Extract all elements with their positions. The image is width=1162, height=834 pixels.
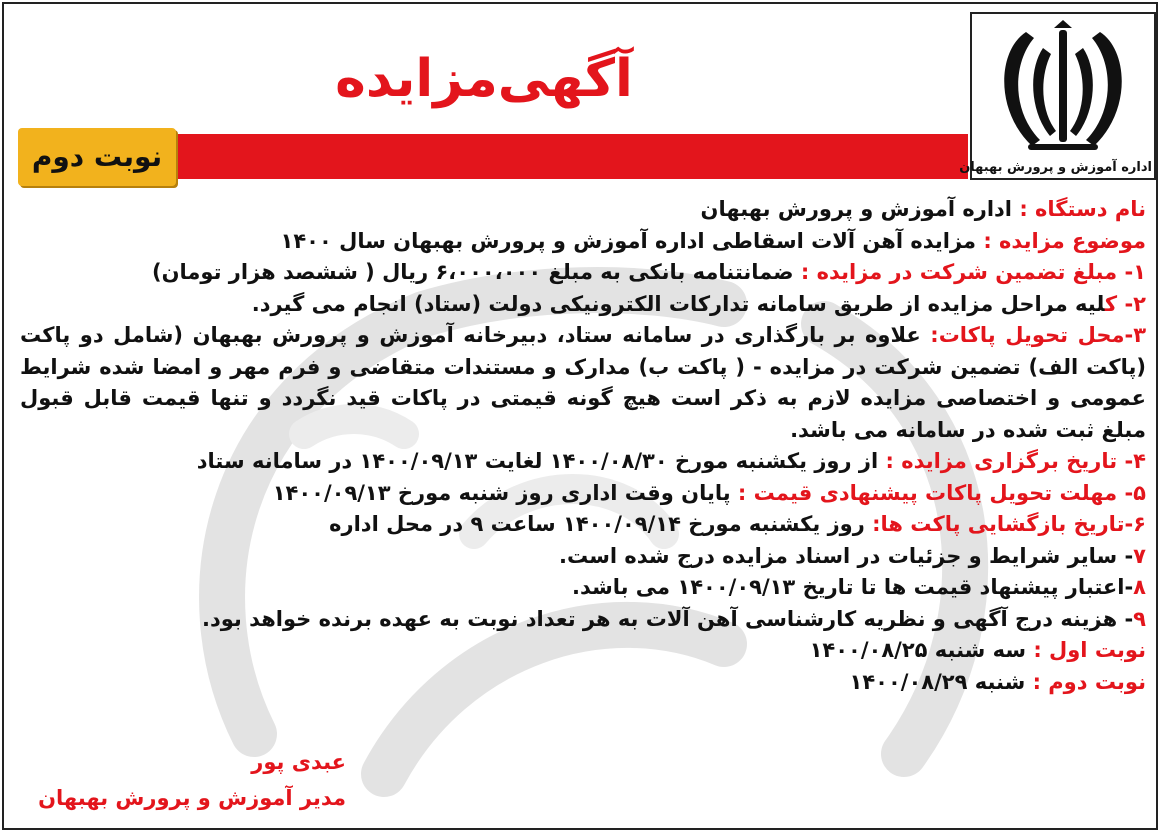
page-title: آگهی‌مزایده (335, 49, 633, 109)
item-5-label: ۵- مهلت تحویل پاکات پیشنهادی قیمت : (737, 480, 1146, 505)
item-1-label: ۱- مبلغ تضمین شرکت در مزایده : (800, 260, 1146, 284)
item-8-number: ۸ (1133, 575, 1146, 599)
signatory-title: مدیر آموزش و پرورش بهبهان (38, 786, 346, 810)
item-3 (20, 320, 1146, 446)
item-7-value: - سایر شرایط و جزئیات در اسناد مزایده درج شده است. (559, 543, 1134, 568)
item-1-value: ضمانتنامه بانکی به مبلغ ۶،۰۰۰،۰۰۰ ریال ( ششصد هزار تومان) (152, 260, 801, 284)
item-3-label: ۳-محل تحویل پاکات: (930, 323, 1147, 347)
second-round-label: نوبت دوم : (1032, 669, 1146, 694)
round-badge (18, 128, 176, 186)
item-2 (20, 289, 1146, 321)
item-8-value: -اعتبار پیشنهاد قیمت ها تا تاریخ ۱۴۰۰/۰۹/۱۳ می باشد. (571, 575, 1134, 599)
first-round-line (20, 635, 1146, 667)
agency-value: اداره آموزش و پرورش بهبهان (700, 197, 1020, 221)
item-5 (20, 478, 1146, 510)
subject-label: موضوع مزایده : (983, 228, 1146, 253)
item-1 (20, 257, 1146, 289)
first-round-label: نوبت اول : (1033, 638, 1146, 662)
item-3-value: علاوه بر بارگذاری در سامانه ستاد، دبیرخانه آموزش و پرورش بهبهان (شامل دو پاکت (پاکت الف) تضمین شرکت در مزایده - ( پاکت ب) مدارک و مستندات متقاضی و فرم مهر و امضا شده شرایط عمومی و اختصاصی مزایده لازم به ذکر است هیچ گونه قیمتی در پاکات قید نگردد و تنها قیمت قابل قبول مبلغ ثبت شده در سامانه می باشد. (20, 323, 1146, 442)
item-9-number: ۹ (1133, 606, 1146, 631)
item-4-value: از روز یکشنبه مورخ ۱۴۰۰/۰۸/۳۰ لغایت ۱۴۰۰/۰۹/۱۳ در سامانه ستاد (196, 449, 886, 473)
logo-caption: اداره آموزش و پرورش بهبهان (959, 160, 1152, 175)
item-6-value: روز یکشنبه مورخ ۱۴۰۰/۰۹/۱۴ ساعت ۹ در محل اداره (329, 512, 873, 536)
item-4 (20, 446, 1146, 478)
item-6-label: ۶-تاریخ بازگشایی پاکت ها: (872, 512, 1146, 536)
item-5-value: پایان وقت اداری روز شنبه مورخ ۱۴۰۰/۰۹/۱۳ (272, 480, 738, 505)
item-2-value: لیه مراحل مزایده از طریق سامانه تدارکات الکترونیکی دولت (ستاد) انجام می گیرد. (251, 291, 1105, 316)
item-2-number: ۲- ک (1104, 291, 1146, 316)
signatory-name: عبدی پور (251, 750, 346, 774)
header-red-bar (174, 134, 968, 179)
agency-logo-box (959, 12, 1156, 180)
subject-value: مزایده آهن آلات اسقاطی اداره آموزش و پرورش بهبهان سال ۱۴۰۰ (280, 228, 984, 253)
notice-body (20, 194, 1146, 698)
item-8 (20, 572, 1146, 604)
item-4-label: ۴- تاریخ برگزاری مزایده : (885, 449, 1146, 473)
item-7 (20, 541, 1146, 573)
notice-frame (2, 2, 1158, 830)
item-9 (20, 604, 1146, 636)
item-7-number: ۷ (1133, 543, 1146, 568)
round-badge-label: نوبت دوم (31, 140, 163, 173)
second-round-line (20, 667, 1146, 699)
subject-line (20, 226, 1146, 258)
agency-line (20, 194, 1146, 226)
first-round-date: سه شنبه ۱۴۰۰/۰۸/۲۵ (809, 638, 1034, 662)
item-9-value: - هزینه درج آگهی و نظریه کارشناسی آهن آلات به هر تعداد نوبت به عهده برنده خواهد بود. (201, 606, 1134, 631)
item-6 (20, 509, 1146, 541)
iran-emblem-icon (988, 20, 1138, 158)
second-round-date: شنبه ۱۴۰۰/۰۸/۲۹ (849, 669, 1033, 694)
agency-label: نام دستگاه : (1019, 197, 1146, 221)
